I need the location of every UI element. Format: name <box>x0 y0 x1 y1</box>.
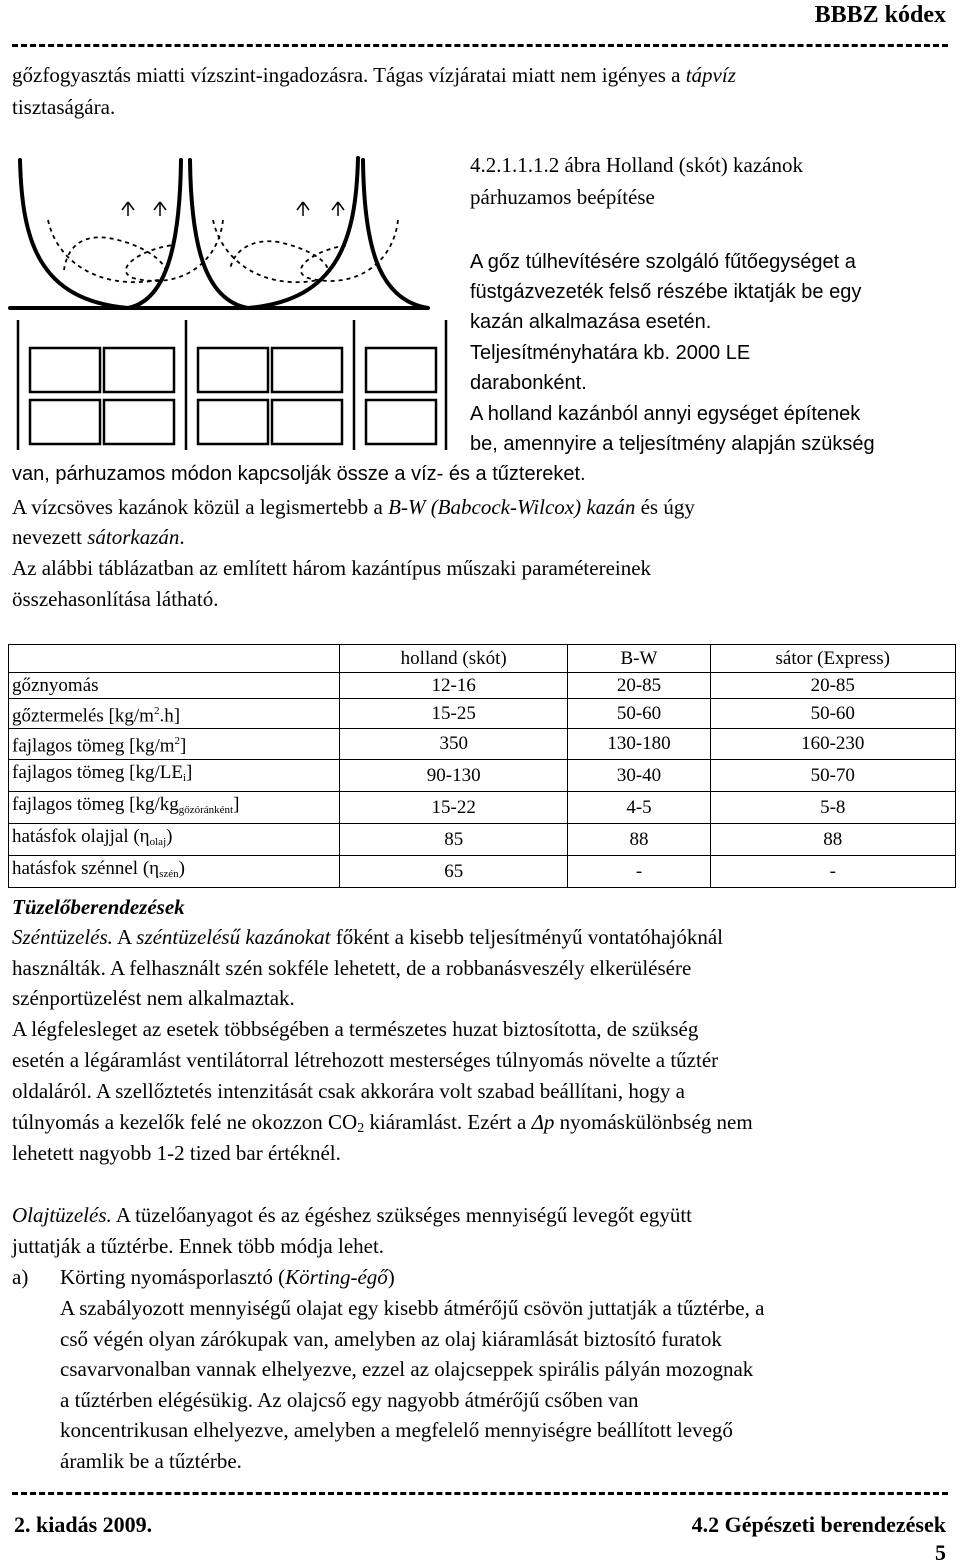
row-label: hatásfok szénnel $(\eta_{szén})$ <box>9 855 340 887</box>
paragraph-line: szénportüzelést nem alkalmaztak. <box>12 986 295 1010</box>
table-cell: 30-40 <box>568 759 710 791</box>
table-row <box>9 729 956 759</box>
table-cell: 20-85 <box>710 673 955 699</box>
paragraph-line: használták. A felhasznált szén sokféle lehetett, de a robbanásveszély elkerülésére <box>12 956 692 980</box>
table-row <box>9 855 956 887</box>
table-column-header: sátor (Express) <box>710 645 955 673</box>
side-text-line: Teljesítményhatára kb. 2000 LE <box>470 342 751 364</box>
paragraph-line: lehetett nagyobb 1-2 tized bar értéknél. <box>12 1141 341 1165</box>
list-item-a-label: a) <box>12 1265 29 1289</box>
table-column-header: B-W <box>568 645 710 673</box>
paragraph-line: összehasonlítása látható. <box>12 587 219 611</box>
paragraph-line: Olajtüzelés. A tüzelőanyagot és az égéshez szükséges mennyiségű levegőt együtt <box>12 1203 692 1227</box>
row-label: hatásfok olajjal $(\eta_{olaj})$ <box>9 823 340 855</box>
figure-caption-line-1: 4.2.1.1.1.2 ábra Holland (skót) kazánok <box>470 153 803 177</box>
table-cell: 88 <box>710 823 955 855</box>
row-label: fajlagos tömeg $[kg/kg_{gőzóránként}]$ <box>9 791 340 823</box>
list-item-text: csavarvonalban vannak elhelyezve, ezzel az olajcseppek spirális pályán mozognak <box>60 1357 754 1381</box>
chapter-label: 4.2 Gépészeti berendezések <box>691 1512 946 1537</box>
table-cell: 50-60 <box>710 699 955 729</box>
table-cell: 65 <box>340 855 568 887</box>
table-cell: 85 <box>340 823 568 855</box>
paragraph-line: nevezett sátorkazán. <box>12 525 185 549</box>
table-cell: 350 <box>340 729 568 759</box>
side-text-line: be, amennyire a teljesítmény alapján szükség <box>470 433 875 455</box>
table-row <box>9 823 956 855</box>
table-cell: 160-230 <box>710 729 955 759</box>
side-text-line: kazán alkalmazása esetén. <box>470 311 712 333</box>
list-item-text: a tűztérben elégésükig. Az olajcső egy nagyobb átmérőjű csőben van <box>60 1388 639 1412</box>
table-cell: 50-60 <box>568 699 710 729</box>
paragraph-line: oldaláról. A szellőztetés intenzitását csak akkorára volt szabad beállítani, hogy a <box>12 1079 685 1103</box>
table-row <box>9 791 956 823</box>
document-code: BBBZ kódex <box>814 2 946 28</box>
list-item-a-title: Körting nyomásporlasztó (Körting-égő) <box>60 1265 395 1289</box>
side-text-line: A holland kazánból annyi egységet építenek <box>470 403 861 425</box>
table-cell: 4-5 <box>568 791 710 823</box>
table-cell: 88 <box>568 823 710 855</box>
footer-divider <box>12 1492 948 1495</box>
row-label: gőznyomás <box>9 673 340 699</box>
table-row <box>9 759 956 791</box>
table-row <box>9 673 956 699</box>
paragraph-line: Széntüzelés. A széntüzelésű kazánokat főként a kisebb teljesítményű vontatóhajóknál <box>12 925 723 949</box>
paragraph-line: Az alábbi táblázatban az említett három kazántípus műszaki paramétereinek <box>12 556 652 580</box>
row-label: gőztermelés $[kg/m^2.h]$ <box>9 699 340 729</box>
table-cell: 90-130 <box>340 759 568 791</box>
page-number: 5 <box>935 1540 946 1565</box>
list-item-text: áramlik be a tűztérbe. <box>60 1449 242 1473</box>
table-cell: - <box>710 855 955 887</box>
table-cell: 20-85 <box>568 673 710 699</box>
paragraph-line: esetén a légáramlást ventilátorral létrehozott mesterséges túlnyomás növelte a tűztér <box>12 1048 719 1072</box>
table-cell: 50-70 <box>710 759 955 791</box>
row-label: fajlagos tömeg $[kg/LE_i]$ <box>9 759 340 791</box>
side-text-line: füstgázvezeték felső részébe iktatják be egy <box>470 281 862 303</box>
side-text-line: darabonként. <box>470 372 587 394</box>
paragraph-line: A légfelesleget az esetek többségében a természetes huzat biztosította, de szükség <box>12 1017 699 1041</box>
holland-boilers-figure <box>8 150 454 450</box>
paragraph-line: van, párhuzamos módon kapcsolják össze a víz- és a tűztereket. <box>12 463 586 485</box>
edition-label: 2. kiadás 2009. <box>14 1512 153 1537</box>
table-corner-cell <box>9 645 340 673</box>
table-cell: 15-22 <box>340 791 568 823</box>
list-item-text: cső végén olyan zárókupak van, amelyben az olaj kiáramlását biztosító furatok <box>60 1327 722 1351</box>
table-cell: 130-180 <box>568 729 710 759</box>
intro-line-1: gőzfogyasztás miatti vízszint-ingadozásra. Tágas vízjáratai miatt nem igényes a tápvíz <box>12 63 736 87</box>
paragraph-line: A vízcsöves kazánok közül a legismertebb a B-W (Babcock-Wilcox) kazán és úgy <box>12 495 695 519</box>
table-header-row <box>9 645 956 673</box>
intro-line-2: tisztaságára. <box>12 95 116 119</box>
figure-caption-line-2: párhuzamos beépítése <box>470 185 655 209</box>
row-label: fajlagos tömeg $[kg/m^2]$ <box>9 729 340 759</box>
paragraph-line: juttatják a tűztérbe. Ennek több módja lehet. <box>12 1234 385 1258</box>
table-cell: - <box>568 855 710 887</box>
table-cell: 12-16 <box>340 673 568 699</box>
table-cell: 15-25 <box>340 699 568 729</box>
header-divider <box>12 44 948 47</box>
list-item-text: koncentrikusan elhelyezve, amelyben a megfelelő mennyiségre beállított levegő <box>60 1418 733 1442</box>
side-text-line: A gőz túlhevítésére szolgáló fűtőegységet a <box>470 251 856 273</box>
table-cell: 5-8 <box>710 791 955 823</box>
list-item-text: A szabályozott mennyiségű olajat egy kisebb átmérőjű csövön juttatják a tűztérbe, a <box>60 1296 765 1320</box>
paragraph-line: túlnyomás a kezelők felé ne okozzon $CO_2$ kiáramlást. Ezért a Δp nyomáskülönbség nem <box>12 1110 753 1136</box>
table-row <box>9 699 956 729</box>
boiler-comparison-table <box>8 644 956 888</box>
table-column-header: holland (skót) <box>340 645 568 673</box>
section-heading: Tüzelőberendezések <box>12 895 185 919</box>
